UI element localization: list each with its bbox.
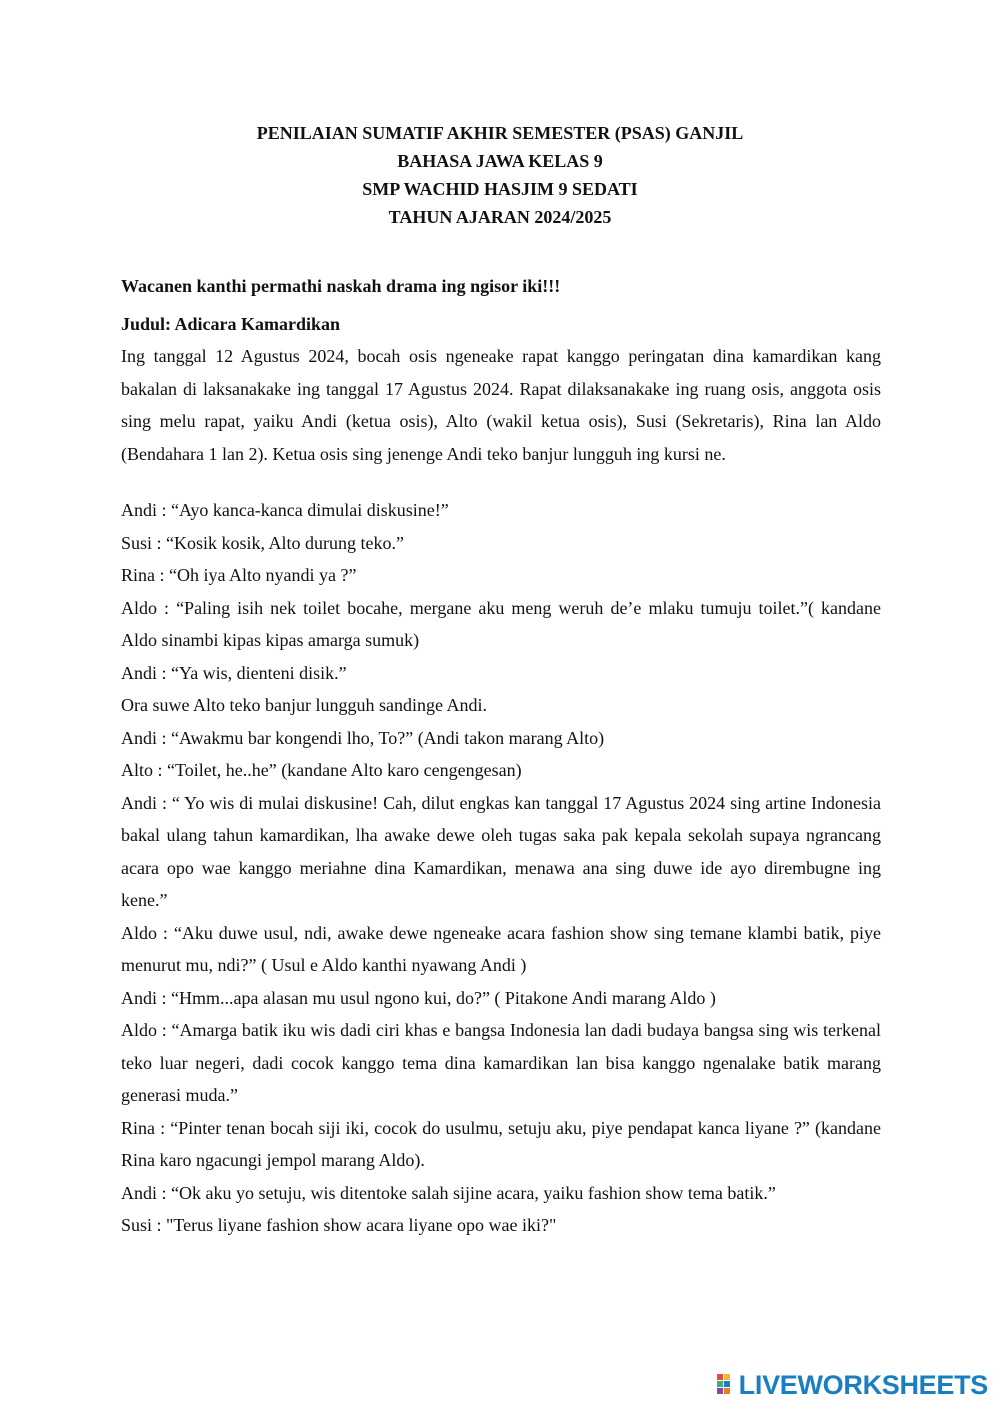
intro-paragraph: Ing tanggal 12 Agustus 2024, bocah osis ngeneake rapat kanggo peringatan dina kamardikan kang bakalan di laksanakake ing tanggal 17 Agustus 2024. Rapat dilaksanakake ing ruang osis, anggota osis sing melu rapat, yaiku Andi (ketua osis), Alto (wakil ketua osis), Susi (Sekretaris), Rina lan Aldo (Bendahara 1 lan 2). Ketua osis sing jenenge Andi teko banjur lungguh ing kursi ne. <box>121 346 881 464</box>
liveworksheets-logo <box>717 1369 988 1401</box>
dialogue-line: Aldo : “Paling isih nek toilet bocahe, mergane aku meng weruh de’e mlaku tumuju toilet.”( kandane Aldo sinambi kipas kipas amarga sumuk) <box>121 597 881 650</box>
header-line-1: PENILAIAN SUMATIF AKHIR SEMESTER (PSAS) GANJIL <box>256 123 744 143</box>
dialogue-line: Rina : “Pinter tenan bocah siji iki, cocok do usulmu, setuju aku, piye pendapat kanca liyane ?” (kandane Rina karo ngacungi jempol marang Aldo). <box>121 1117 881 1170</box>
logo-text: LIVEWORKSHEETS <box>738 1369 988 1400</box>
narration-line: Ora suwe Alto teko banjur lungguh sandinge Andi. <box>121 695 487 715</box>
dialogue-line: Aldo : “Aku duwe usul, ndi, awake dewe ngeneake acara fashion show sing temane klambi batik, piye menurut mu, ndi?” ( Usul e Aldo kanthi nyawang Andi ) <box>121 922 881 975</box>
dialogue-line: Andi : “Ok aku yo setuju, wis ditentoke salah sijine acara, yaiku fashion show tema batik.” <box>121 1182 776 1203</box>
dialogue-line: Alto : “Toilet, he..he” (kandane Alto karo cengengesan) <box>121 760 522 780</box>
drama-title: Judul: Adicara Kamardikan <box>121 313 341 334</box>
exam-header <box>0 119 1000 231</box>
dialogue-line: Andi : “ Yo wis di mulai diskusine! Cah, dilut engkas kan tanggal 17 Agustus 2024 sing artine Indonesia bakal ulang tahun kamardikan, lha awake dewe oleh tugas saka pak kepala sekolah supaya ngrancang acara opo wae kanggo meriahne dina Kamardikan, menawa ana sing duwe ide ayo dirembugne ing kene.” <box>121 792 881 910</box>
dialogue-line: Andi : “Hmm...apa alasan mu usul ngono kui, do?” ( Pitakone Andi marang Aldo ) <box>121 987 716 1008</box>
spacer <box>121 470 881 494</box>
dialogue-line: Aldo : “Amarga batik iku wis dadi ciri khas e bangsa Indonesia lan dadi budaya bangsa sing wis terkenal teko luar negeri, dadi cocok kanggo tema dina kamardikan lan bisa kanggo ngenalake batik marang generasi muda.” <box>121 1020 881 1105</box>
header-line-4: TAHUN AJARAN 2024/2025 <box>388 207 612 227</box>
reading-text <box>121 270 881 1242</box>
dialogue-line: Susi : “Kosik kosik, Alto durung teko.” <box>121 532 404 553</box>
dialogue-line: Andi : “Awakmu bar kongendi lho, To?” (Andi takon marang Alto) <box>121 727 605 748</box>
dialogue-line: Rina : “Oh iya Alto nyandi ya ?” <box>121 565 357 585</box>
header-line-3: SMP WACHID HASJIM 9 SEDATI <box>362 179 638 199</box>
dialogue-line: Susi : "Terus liyane fashion show acara liyane opo wae iki?" <box>121 1215 557 1235</box>
liveworksheets-logo-icon <box>717 1372 737 1398</box>
header-line-2: BAHASA JAWA KELAS 9 <box>397 151 603 171</box>
instruction: Wacanen kanthi permathi naskah drama ing ngisor iki!!! <box>121 276 561 296</box>
dialogue-line: Andi : “Ayo kanca-kanca dimulai diskusine!” <box>121 500 449 520</box>
dialogue-line: Andi : “Ya wis, dienteni disik.” <box>121 662 347 683</box>
